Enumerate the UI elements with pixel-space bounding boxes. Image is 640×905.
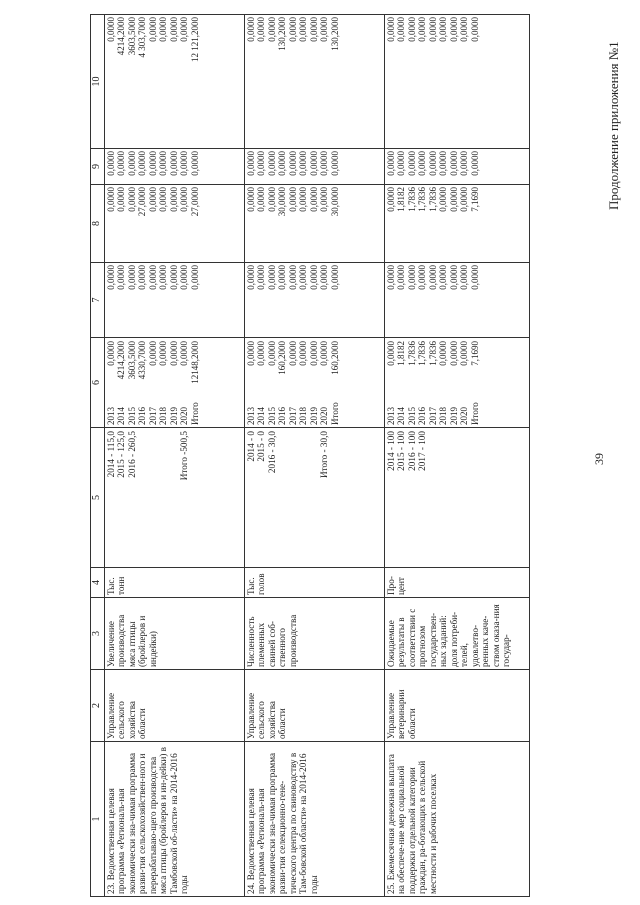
extrabudget-value: 0,0000 [448,17,459,42]
extrabudget-value: 0,0000 [406,17,417,42]
year-label: Итого [329,402,340,425]
local-value: 0,0000 [448,151,459,176]
financing-value: 4330,7000 [137,341,147,380]
header-col-3: 3 [91,598,105,670]
local-value: 0,0000 [406,151,417,176]
financing-value: 1,7836 [406,341,417,366]
local-value: 0,0000 [126,151,137,176]
federal-value: 0,0000 [385,265,396,290]
local-value: 0,0000 [256,151,266,176]
financing-value: 1,7836 [427,341,438,366]
target-value [309,431,320,565]
year-line [267,340,278,425]
extrabudget-value: 0,0000 [245,17,256,42]
target-value [158,431,169,565]
appendix-table [90,14,530,897]
financing-value: 0,0000 [385,341,396,366]
local-value: 0,0000 [168,151,179,176]
year-label: 2016 [277,407,287,425]
target-value [449,431,460,565]
header-col-9: 9 [91,149,105,185]
local-value: 0,0000 [427,151,438,176]
year-line [246,340,257,425]
financing-cell [244,338,384,428]
header-col-4: 4 [91,568,105,598]
year-label: 2015 [126,407,137,425]
year-line [298,340,309,425]
target-cell [384,428,529,568]
regional-value: 1,8182 [396,187,406,212]
extrabudget-value: 0,0000 [469,17,480,42]
running-head: Продолжение приложения №1 [606,41,621,210]
header-col-5: 5 [91,428,105,568]
federal-value: 0,0000 [329,265,340,290]
target-value [148,431,159,565]
year-label: 2020 [179,407,189,425]
regional-value: 0,0000 [287,187,298,212]
year-label: 2013 [105,407,116,425]
financing-cell [384,338,529,428]
local-value: 0,0000 [158,151,168,176]
extrabudget-value: 3603,5000 [126,17,137,56]
extrabudget-value: 12 121,2000 [189,17,200,62]
financing-value: 0,0000 [256,341,266,366]
row-number: 25. [385,880,396,894]
regional-value: 0,0000 [256,187,266,212]
local-value: 0,0000 [105,151,116,176]
year-line [169,340,180,425]
extrabudget-cell [384,15,529,149]
financing-value: 0,0000 [245,341,256,366]
financing-value: 0,0000 [287,341,298,366]
regional-value: 27,0000 [137,187,147,217]
financing-value: 7,1690 [469,341,480,366]
year-line [277,340,288,425]
local-cell [384,149,529,185]
regional-value: 0,0000 [116,187,126,212]
table-row [104,15,244,897]
extrabudget-value: 0,0000 [417,17,427,42]
extrabudget-value: 0,0000 [158,17,168,42]
year-label: 2017 [427,407,438,425]
year-line [407,340,418,425]
page-number: 39 [592,453,606,465]
local-value: 0,0000 [459,151,469,176]
regional-value: 0,0000 [385,187,396,212]
local-value: 0,0000 [179,151,189,176]
header-col-7: 7 [91,263,105,338]
target-value [298,431,309,565]
indicator-cell: Ожидаемые результаты в соответствии с прогнозом государствен-ных заданий: доля потреби-телей, удовлетво-ренных каче-ством оказа-ния государ- [384,598,529,670]
federal-value: 0,0000 [469,265,480,290]
local-value: 0,0000 [385,151,396,176]
target-value [459,431,470,565]
federal-cell [384,263,529,338]
extrabudget-value: 0,0000 [179,17,189,42]
target-cell [244,428,384,568]
extrabudget-value: 0,0000 [319,17,329,42]
year-line [396,340,407,425]
federal-value: 0,0000 [459,265,469,290]
federal-value: 0,0000 [396,265,406,290]
federal-value: 0,0000 [417,265,427,290]
unit-cell: Тыс. голов [244,568,384,598]
year-line [288,340,299,425]
row-number: 24. [245,880,256,894]
header-row [91,15,105,897]
target-value [428,431,439,565]
year-line [319,340,330,425]
local-cell [244,149,384,185]
regional-value: 0,0000 [105,187,116,212]
target-value [277,431,288,565]
year-label: 2013 [385,407,396,425]
program-name: Ведомственная целевая программа «Региональ-ная экономически зна-чимая программа разви-тия сельскохозяйствен-ного и перерабатываю-щего производства мяса птицы (бройлеров и ин-дейки) в Тамбовской об-ласти» на 2014-2016 годы [105,746,189,894]
extrabudget-value: 0,0000 [168,17,179,42]
year-label: 2019 [308,407,319,425]
financing-value: 3603,5000 [126,341,137,380]
financing-value: 12148,2000 [189,341,200,384]
year-line [116,340,127,425]
regional-value: 30,0000 [277,187,287,217]
regional-value: 1,7836 [427,187,438,212]
target-value: 2014 - 0 [245,431,256,462]
regional-value: 0,0000 [308,187,319,212]
financing-value: 0,0000 [266,341,277,366]
year-label: 2016 [137,407,147,425]
year-label: 2018 [438,407,448,425]
federal-value: 0,0000 [427,265,438,290]
regional-value: 1,7836 [406,187,417,212]
extrabudget-value: 4 303,7000 [137,17,147,58]
extrabudget-value: 0,0000 [438,17,448,42]
regional-value: 0,0000 [266,187,277,212]
federal-value: 0,0000 [298,265,308,290]
year-line [438,340,449,425]
regional-value: 0,0000 [245,187,256,212]
regional-value: 1,7836 [417,187,427,212]
federal-value: 0,0000 [406,265,417,290]
local-value: 0,0000 [438,151,448,176]
extrabudget-value: 0,0000 [308,17,319,42]
extrabudget-value: 0,0000 [266,17,277,42]
indicator-cell: Численность племенных свиней соб-ственного производства [244,598,384,670]
program-name: Ведомственная целевая программа «Региональ-ная экономически зна-чимая программа разви-тия селекционно-гене-тического центра по свиноводству в Там-бовской области» на 2014-2016 годы [245,752,319,894]
financing-value: 0,0000 [105,341,116,366]
year-line [386,340,397,425]
year-line [330,340,341,425]
target-value: Итого -500,5 [179,431,189,481]
target-value [137,431,148,565]
executor-cell: Управление сельского хозяйства области [104,670,244,742]
federal-value: 0,0000 [137,265,147,290]
year-label: 2018 [298,407,308,425]
regional-value: 0,0000 [158,187,168,212]
target-value: 2017 - 100 [417,431,427,471]
year-line [106,340,117,425]
year-line [256,340,267,425]
indicator-cell: Увеличение производства мяса птицы (бройлеров и индейки) [104,598,244,670]
year-label: 2015 [406,407,417,425]
regional-value: 0,0000 [298,187,308,212]
regional-value: 0,0000 [168,187,179,212]
program-name: Ежемесячная денежная выплата на обеспече-ние мер социальной поддержки отдельной категории граждан, ра-ботающих в сельской местности и рабочих поселках [385,754,438,894]
federal-value: 0,0000 [308,265,319,290]
year-label: 2017 [147,407,158,425]
regional-value: 0,0000 [459,187,469,212]
federal-value: 0,0000 [158,265,168,290]
regional-value: 0,0000 [147,187,158,212]
financing-value: 0,0000 [459,341,469,366]
extrabudget-value: 0,0000 [396,17,406,42]
year-label: 2013 [245,407,256,425]
federal-value: 0,0000 [448,265,459,290]
extrabudget-value: 0,0000 [105,17,116,42]
federal-value: 0,0000 [287,265,298,290]
target-value: 2015 - 125,0 [116,431,126,478]
federal-cell [104,263,244,338]
regional-value: 0,0000 [438,187,448,212]
financing-value: 160,2000 [277,341,287,375]
federal-value: 0,0000 [147,265,158,290]
year-label: 2017 [287,407,298,425]
local-value: 0,0000 [417,151,427,176]
year-label: 2020 [459,407,469,425]
federal-value: 0,0000 [277,265,287,290]
program-cell [384,742,529,897]
year-line [417,340,428,425]
target-value: 2014 - 115,0 [105,431,116,478]
target-value: 2014 - 100 [385,431,396,471]
regional-cell [244,185,384,263]
regional-value: 0,0000 [179,187,189,212]
extrabudget-value: 0,0000 [287,17,298,42]
year-line [127,340,138,425]
local-cell [104,149,244,185]
financing-value: 1,8182 [396,341,406,366]
financing-value: 0,0000 [147,341,158,366]
federal-value: 0,0000 [126,265,137,290]
year-line [158,340,169,425]
year-label: Итого [469,402,480,425]
year-label: 2019 [448,407,459,425]
target-value [438,431,449,565]
financing-value: 0,0000 [448,341,459,366]
row-number: 23. [105,880,116,894]
target-value: 2015 - 0 [256,431,266,462]
local-value: 0,0000 [116,151,126,176]
table-row [244,15,384,897]
local-value: 0,0000 [245,151,256,176]
year-line [179,340,190,425]
target-value: 2016 - 30,0 [266,431,277,474]
financing-value: 0,0000 [438,341,448,366]
year-label: 2020 [319,407,329,425]
target-value: 2015 - 100 [396,431,406,471]
year-line [428,340,439,425]
regional-value: 0,0000 [448,187,459,212]
year-label: Итого [189,402,200,425]
financing-cell [104,338,244,428]
federal-value: 0,0000 [105,265,116,290]
year-line [190,340,201,425]
extrabudget-value: 4214,2000 [116,17,126,56]
financing-value: 0,0000 [179,341,189,366]
target-value: 2016 - 100 [406,431,417,471]
target-value [288,431,299,565]
local-value: 0,0000 [298,151,308,176]
target-value: Итого - 30,0 [319,431,329,478]
year-label: 2014 [116,407,126,425]
federal-value: 0,0000 [319,265,329,290]
extrabudget-value: 130,2000 [329,17,340,51]
year-label: 2015 [266,407,277,425]
federal-value: 0,0000 [189,265,200,290]
year-line [148,340,159,425]
extrabudget-value: 130,2000 [277,17,287,51]
extrabudget-value: 0,0000 [256,17,266,42]
extrabudget-cell [244,15,384,149]
header-col-6: 6 [91,338,105,428]
local-value: 0,0000 [189,151,200,176]
local-value: 0,0000 [287,151,298,176]
regional-value: 7,1690 [469,187,480,212]
local-value: 0,0000 [137,151,147,176]
year-label: 2016 [417,407,427,425]
extrabudget-value: 0,0000 [147,17,158,42]
local-value: 0,0000 [396,151,406,176]
year-label: 2014 [396,407,406,425]
federal-value: 0,0000 [168,265,179,290]
regional-cell [104,185,244,263]
target-cell [104,428,244,568]
financing-value: 0,0000 [298,341,308,366]
federal-value: 0,0000 [438,265,448,290]
extrabudget-cell [104,15,244,149]
target-value: 2016 - 260,5 [126,431,137,478]
local-value: 0,0000 [319,151,329,176]
financing-value: 1,7836 [417,341,427,366]
local-value: 0,0000 [329,151,340,176]
regional-value: 27,0000 [189,187,200,217]
financing-value: 0,0000 [308,341,319,366]
financing-value: 0,0000 [158,341,168,366]
regional-value: 30,0000 [329,187,340,217]
local-value: 0,0000 [277,151,287,176]
header-col-10: 10 [91,15,105,149]
year-label: 2018 [158,407,168,425]
federal-value: 0,0000 [245,265,256,290]
program-cell [244,742,384,897]
financing-value: 0,0000 [319,341,329,366]
federal-cell [244,263,384,338]
unit-cell: Тыс. тонн [104,568,244,598]
program-cell [104,742,244,897]
federal-value: 0,0000 [266,265,277,290]
federal-value: 0,0000 [179,265,189,290]
target-value [169,431,180,565]
extrabudget-value: 0,0000 [298,17,308,42]
year-line [309,340,320,425]
regional-value: 0,0000 [319,187,329,212]
financing-value: 4214,2000 [116,341,126,380]
year-line [470,340,481,425]
header-col-1: 1 [91,742,105,897]
extrabudget-value: 0,0000 [385,17,396,42]
year-line [137,340,148,425]
header-col-8: 8 [91,185,105,263]
federal-value: 0,0000 [256,265,266,290]
local-value: 0,0000 [308,151,319,176]
year-label: 2014 [256,407,266,425]
year-line [449,340,460,425]
header-col-2: 2 [91,670,105,742]
extrabudget-value: 0,0000 [427,17,438,42]
executor-cell: Управление сельского хозяйства области [244,670,384,742]
local-value: 0,0000 [147,151,158,176]
executor-cell: Управление ветеринарии области [384,670,529,742]
federal-value: 0,0000 [116,265,126,290]
local-value: 0,0000 [469,151,480,176]
unit-cell: Про-цент [384,568,529,598]
regional-value: 0,0000 [126,187,137,212]
financing-value: 160,2000 [329,341,340,375]
year-label: 2019 [168,407,179,425]
regional-cell [384,185,529,263]
extrabudget-value: 0,0000 [459,17,469,42]
table-row [384,15,529,897]
year-line [459,340,470,425]
financing-value: 0,0000 [168,341,179,366]
local-value: 0,0000 [266,151,277,176]
